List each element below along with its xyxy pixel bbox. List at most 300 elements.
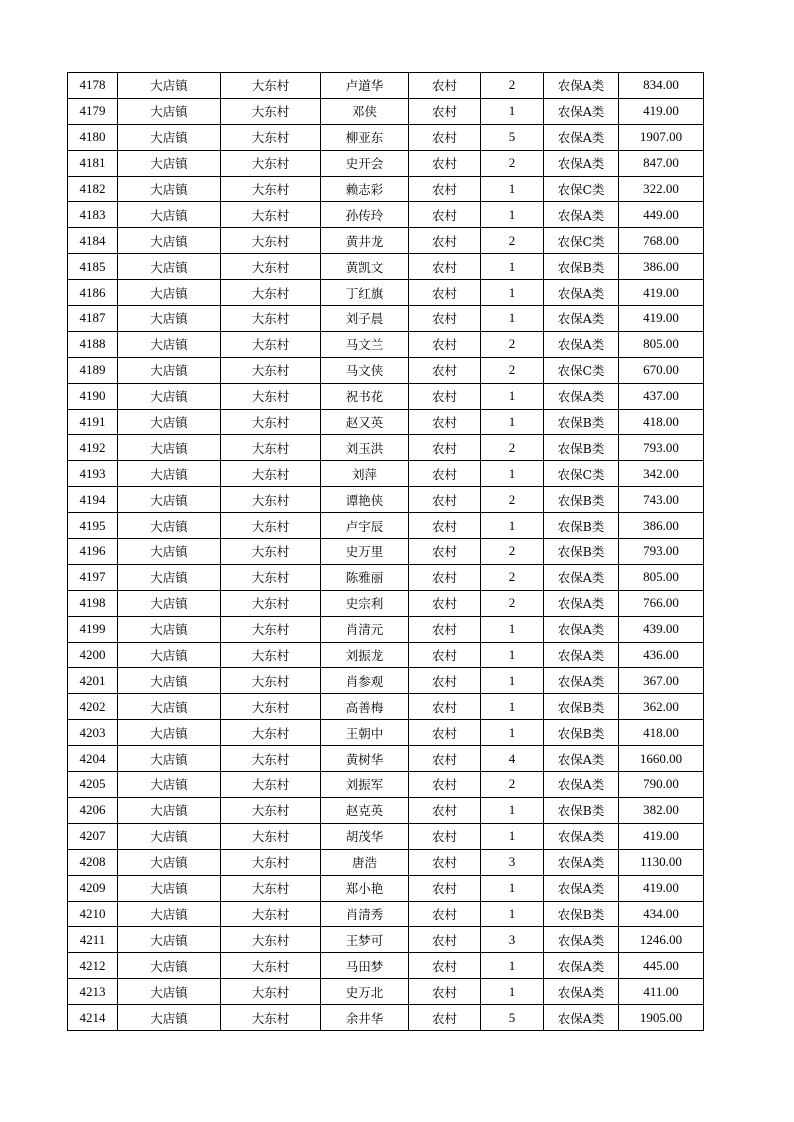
name-cell: 刘振军 <box>321 772 409 798</box>
people-count-cell: 2 <box>481 150 544 176</box>
name-cell: 肖清秀 <box>321 901 409 927</box>
village-cell: 大东村 <box>221 539 321 565</box>
name-cell: 胡茂华 <box>321 823 409 849</box>
amount-cell: 419.00 <box>619 875 704 901</box>
name-cell: 卢宇辰 <box>321 513 409 539</box>
amount-cell: 1660.00 <box>619 746 704 772</box>
insurance-category-cell: 农保A类 <box>544 927 619 953</box>
table-row <box>68 875 704 901</box>
insurance-category-cell: 农保B类 <box>544 513 619 539</box>
amount-cell: 805.00 <box>619 331 704 357</box>
insurance-category-cell: 农保A类 <box>544 1005 619 1031</box>
amount-cell: 445.00 <box>619 953 704 979</box>
table-row <box>68 461 704 487</box>
insurance-category-cell: 农保A类 <box>544 564 619 590</box>
household-type-cell: 农村 <box>409 1005 481 1031</box>
household-type-cell: 农村 <box>409 875 481 901</box>
town-cell: 大店镇 <box>118 746 221 772</box>
row-number-cell: 4207 <box>68 823 118 849</box>
people-count-cell: 1 <box>481 720 544 746</box>
name-cell: 孙传玲 <box>321 202 409 228</box>
name-cell: 黄井龙 <box>321 228 409 254</box>
name-cell: 赵克英 <box>321 797 409 823</box>
row-number-cell: 4181 <box>68 150 118 176</box>
insurance-category-cell: 农保B类 <box>544 720 619 746</box>
name-cell: 郑小艳 <box>321 875 409 901</box>
row-number-cell: 4195 <box>68 513 118 539</box>
table-row <box>68 383 704 409</box>
insurance-category-cell: 农保A类 <box>544 746 619 772</box>
insurance-category-cell: 农保B类 <box>544 409 619 435</box>
household-type-cell: 农村 <box>409 668 481 694</box>
table-row <box>68 150 704 176</box>
table-row <box>68 73 704 99</box>
row-number-cell: 4206 <box>68 797 118 823</box>
people-count-cell: 1 <box>481 461 544 487</box>
village-cell: 大东村 <box>221 150 321 176</box>
people-count-cell: 1 <box>481 875 544 901</box>
household-type-cell: 农村 <box>409 176 481 202</box>
row-number-cell: 4202 <box>68 694 118 720</box>
table-row <box>68 357 704 383</box>
insurance-category-cell: 农保A类 <box>544 331 619 357</box>
table-row <box>68 720 704 746</box>
table-row <box>68 202 704 228</box>
insurance-category-cell: 农保A类 <box>544 590 619 616</box>
village-cell: 大东村 <box>221 849 321 875</box>
village-cell: 大东村 <box>221 202 321 228</box>
people-count-cell: 2 <box>481 590 544 616</box>
household-type-cell: 农村 <box>409 280 481 306</box>
insurance-category-cell: 农保B类 <box>544 539 619 565</box>
household-type-cell: 农村 <box>409 306 481 332</box>
row-number-cell: 4209 <box>68 875 118 901</box>
household-type-cell: 农村 <box>409 202 481 228</box>
name-cell: 马文侠 <box>321 357 409 383</box>
insurance-category-cell: 农保A类 <box>544 383 619 409</box>
people-count-cell: 5 <box>481 124 544 150</box>
amount-cell: 386.00 <box>619 513 704 539</box>
name-cell: 刘萍 <box>321 461 409 487</box>
people-count-cell: 1 <box>481 280 544 306</box>
row-number-cell: 4178 <box>68 73 118 99</box>
insurance-category-cell: 农保A类 <box>544 98 619 124</box>
household-type-cell: 农村 <box>409 383 481 409</box>
people-count-cell: 2 <box>481 228 544 254</box>
name-cell: 黄凯文 <box>321 254 409 280</box>
amount-cell: 805.00 <box>619 564 704 590</box>
row-number-cell: 4200 <box>68 642 118 668</box>
name-cell: 马田梦 <box>321 953 409 979</box>
village-cell: 大东村 <box>221 720 321 746</box>
village-cell: 大东村 <box>221 513 321 539</box>
insurance-category-cell: 农保C类 <box>544 461 619 487</box>
insurance-category-cell: 农保B类 <box>544 694 619 720</box>
household-type-cell: 农村 <box>409 409 481 435</box>
insurance-category-cell: 农保A类 <box>544 73 619 99</box>
village-cell: 大东村 <box>221 616 321 642</box>
amount-cell: 1907.00 <box>619 124 704 150</box>
household-type-cell: 农村 <box>409 98 481 124</box>
household-type-cell: 农村 <box>409 849 481 875</box>
table-row <box>68 306 704 332</box>
name-cell: 邓侠 <box>321 98 409 124</box>
village-cell: 大东村 <box>221 435 321 461</box>
name-cell: 卢道华 <box>321 73 409 99</box>
insurance-category-cell: 农保C类 <box>544 357 619 383</box>
town-cell: 大店镇 <box>118 1005 221 1031</box>
insurance-category-cell: 农保A类 <box>544 616 619 642</box>
row-number-cell: 4212 <box>68 953 118 979</box>
town-cell: 大店镇 <box>118 979 221 1005</box>
name-cell: 马文兰 <box>321 331 409 357</box>
table-row <box>68 539 704 565</box>
village-cell: 大东村 <box>221 694 321 720</box>
name-cell: 刘振龙 <box>321 642 409 668</box>
people-count-cell: 2 <box>481 435 544 461</box>
table-row <box>68 513 704 539</box>
people-count-cell: 1 <box>481 98 544 124</box>
insurance-category-cell: 农保A类 <box>544 979 619 1005</box>
amount-cell: 439.00 <box>619 616 704 642</box>
amount-cell: 1246.00 <box>619 927 704 953</box>
town-cell: 大店镇 <box>118 98 221 124</box>
household-type-cell: 农村 <box>409 513 481 539</box>
town-cell: 大店镇 <box>118 539 221 565</box>
row-number-cell: 4197 <box>68 564 118 590</box>
amount-cell: 418.00 <box>619 720 704 746</box>
amount-cell: 362.00 <box>619 694 704 720</box>
row-number-cell: 4186 <box>68 280 118 306</box>
village-cell: 大东村 <box>221 409 321 435</box>
town-cell: 大店镇 <box>118 668 221 694</box>
village-cell: 大东村 <box>221 823 321 849</box>
people-count-cell: 1 <box>481 383 544 409</box>
amount-cell: 436.00 <box>619 642 704 668</box>
table-row <box>68 642 704 668</box>
roster-table <box>67 72 704 1031</box>
town-cell: 大店镇 <box>118 513 221 539</box>
table-row <box>68 616 704 642</box>
people-count-cell: 1 <box>481 797 544 823</box>
insurance-category-cell: 农保A类 <box>544 953 619 979</box>
people-count-cell: 1 <box>481 823 544 849</box>
amount-cell: 419.00 <box>619 280 704 306</box>
table-row <box>68 668 704 694</box>
table-row <box>68 124 704 150</box>
people-count-cell: 4 <box>481 746 544 772</box>
insurance-category-cell: 农保A类 <box>544 642 619 668</box>
row-number-cell: 4193 <box>68 461 118 487</box>
insurance-category-cell: 农保B类 <box>544 254 619 280</box>
table-row <box>68 1005 704 1031</box>
table-row <box>68 564 704 590</box>
town-cell: 大店镇 <box>118 487 221 513</box>
town-cell: 大店镇 <box>118 694 221 720</box>
amount-cell: 411.00 <box>619 979 704 1005</box>
town-cell: 大店镇 <box>118 590 221 616</box>
amount-cell: 793.00 <box>619 435 704 461</box>
people-count-cell: 1 <box>481 953 544 979</box>
village-cell: 大东村 <box>221 383 321 409</box>
people-count-cell: 2 <box>481 539 544 565</box>
town-cell: 大店镇 <box>118 383 221 409</box>
people-count-cell: 3 <box>481 927 544 953</box>
amount-cell: 793.00 <box>619 539 704 565</box>
household-type-cell: 农村 <box>409 228 481 254</box>
name-cell: 刘玉洪 <box>321 435 409 461</box>
village-cell: 大东村 <box>221 564 321 590</box>
people-count-cell: 1 <box>481 979 544 1005</box>
town-cell: 大店镇 <box>118 823 221 849</box>
row-number-cell: 4203 <box>68 720 118 746</box>
row-number-cell: 4204 <box>68 746 118 772</box>
name-cell: 丁红旗 <box>321 280 409 306</box>
row-number-cell: 4191 <box>68 409 118 435</box>
insurance-category-cell: 农保B类 <box>544 487 619 513</box>
town-cell: 大店镇 <box>118 875 221 901</box>
town-cell: 大店镇 <box>118 953 221 979</box>
row-number-cell: 4205 <box>68 772 118 798</box>
name-cell: 祝书花 <box>321 383 409 409</box>
amount-cell: 743.00 <box>619 487 704 513</box>
household-type-cell: 农村 <box>409 487 481 513</box>
people-count-cell: 2 <box>481 487 544 513</box>
town-cell: 大店镇 <box>118 150 221 176</box>
town-cell: 大店镇 <box>118 720 221 746</box>
town-cell: 大店镇 <box>118 280 221 306</box>
household-type-cell: 农村 <box>409 927 481 953</box>
people-count-cell: 1 <box>481 254 544 280</box>
name-cell: 黄树华 <box>321 746 409 772</box>
town-cell: 大店镇 <box>118 306 221 332</box>
amount-cell: 386.00 <box>619 254 704 280</box>
insurance-category-cell: 农保C类 <box>544 228 619 254</box>
row-number-cell: 4187 <box>68 306 118 332</box>
people-count-cell: 1 <box>481 202 544 228</box>
name-cell: 赖志彩 <box>321 176 409 202</box>
name-cell: 余井华 <box>321 1005 409 1031</box>
insurance-category-cell: 农保A类 <box>544 849 619 875</box>
row-number-cell: 4179 <box>68 98 118 124</box>
amount-cell: 847.00 <box>619 150 704 176</box>
town-cell: 大店镇 <box>118 616 221 642</box>
row-number-cell: 4190 <box>68 383 118 409</box>
name-cell: 赵又英 <box>321 409 409 435</box>
village-cell: 大东村 <box>221 331 321 357</box>
people-count-cell: 1 <box>481 306 544 332</box>
roster-body <box>68 73 704 1031</box>
amount-cell: 382.00 <box>619 797 704 823</box>
row-number-cell: 4180 <box>68 124 118 150</box>
row-number-cell: 4201 <box>68 668 118 694</box>
household-type-cell: 农村 <box>409 124 481 150</box>
row-number-cell: 4214 <box>68 1005 118 1031</box>
insurance-category-cell: 农保B类 <box>544 435 619 461</box>
town-cell: 大店镇 <box>118 435 221 461</box>
table-row <box>68 694 704 720</box>
household-type-cell: 农村 <box>409 461 481 487</box>
name-cell: 刘子晨 <box>321 306 409 332</box>
amount-cell: 419.00 <box>619 823 704 849</box>
village-cell: 大东村 <box>221 306 321 332</box>
row-number-cell: 4199 <box>68 616 118 642</box>
people-count-cell: 1 <box>481 616 544 642</box>
town-cell: 大店镇 <box>118 642 221 668</box>
table-row <box>68 331 704 357</box>
village-cell: 大东村 <box>221 668 321 694</box>
household-type-cell: 农村 <box>409 254 481 280</box>
insurance-category-cell: 农保A类 <box>544 202 619 228</box>
table-row <box>68 228 704 254</box>
household-type-cell: 农村 <box>409 616 481 642</box>
name-cell: 肖参观 <box>321 668 409 694</box>
name-cell: 高善梅 <box>321 694 409 720</box>
household-type-cell: 农村 <box>409 901 481 927</box>
table-row <box>68 849 704 875</box>
people-count-cell: 3 <box>481 849 544 875</box>
town-cell: 大店镇 <box>118 564 221 590</box>
village-cell: 大东村 <box>221 357 321 383</box>
amount-cell: 834.00 <box>619 73 704 99</box>
town-cell: 大店镇 <box>118 124 221 150</box>
village-cell: 大东村 <box>221 487 321 513</box>
town-cell: 大店镇 <box>118 228 221 254</box>
row-number-cell: 4189 <box>68 357 118 383</box>
people-count-cell: 1 <box>481 176 544 202</box>
amount-cell: 790.00 <box>619 772 704 798</box>
table-row <box>68 823 704 849</box>
village-cell: 大东村 <box>221 461 321 487</box>
table-row <box>68 979 704 1005</box>
table-row <box>68 435 704 461</box>
name-cell: 谭艳侠 <box>321 487 409 513</box>
name-cell: 王朝中 <box>321 720 409 746</box>
household-type-cell: 农村 <box>409 772 481 798</box>
amount-cell: 437.00 <box>619 383 704 409</box>
people-count-cell: 2 <box>481 564 544 590</box>
amount-cell: 322.00 <box>619 176 704 202</box>
household-type-cell: 农村 <box>409 539 481 565</box>
amount-cell: 434.00 <box>619 901 704 927</box>
row-number-cell: 4185 <box>68 254 118 280</box>
people-count-cell: 2 <box>481 331 544 357</box>
household-type-cell: 农村 <box>409 720 481 746</box>
village-cell: 大东村 <box>221 953 321 979</box>
table-row <box>68 927 704 953</box>
table-row <box>68 254 704 280</box>
town-cell: 大店镇 <box>118 901 221 927</box>
people-count-cell: 1 <box>481 694 544 720</box>
household-type-cell: 农村 <box>409 357 481 383</box>
village-cell: 大东村 <box>221 979 321 1005</box>
people-count-cell: 5 <box>481 1005 544 1031</box>
row-number-cell: 4188 <box>68 331 118 357</box>
amount-cell: 1905.00 <box>619 1005 704 1031</box>
amount-cell: 1130.00 <box>619 849 704 875</box>
name-cell: 王梦可 <box>321 927 409 953</box>
table-row <box>68 176 704 202</box>
amount-cell: 449.00 <box>619 202 704 228</box>
name-cell: 陈雅丽 <box>321 564 409 590</box>
row-number-cell: 4192 <box>68 435 118 461</box>
people-count-cell: 2 <box>481 73 544 99</box>
amount-cell: 367.00 <box>619 668 704 694</box>
name-cell: 史万北 <box>321 979 409 1005</box>
household-type-cell: 农村 <box>409 953 481 979</box>
town-cell: 大店镇 <box>118 772 221 798</box>
town-cell: 大店镇 <box>118 461 221 487</box>
town-cell: 大店镇 <box>118 176 221 202</box>
household-type-cell: 农村 <box>409 823 481 849</box>
town-cell: 大店镇 <box>118 409 221 435</box>
row-number-cell: 4196 <box>68 539 118 565</box>
insurance-category-cell: 农保A类 <box>544 150 619 176</box>
village-cell: 大东村 <box>221 772 321 798</box>
village-cell: 大东村 <box>221 98 321 124</box>
row-number-cell: 4210 <box>68 901 118 927</box>
amount-cell: 419.00 <box>619 306 704 332</box>
amount-cell: 768.00 <box>619 228 704 254</box>
table-row <box>68 590 704 616</box>
household-type-cell: 农村 <box>409 331 481 357</box>
table-row <box>68 409 704 435</box>
household-type-cell: 农村 <box>409 564 481 590</box>
table-row <box>68 901 704 927</box>
village-cell: 大东村 <box>221 875 321 901</box>
household-type-cell: 农村 <box>409 590 481 616</box>
town-cell: 大店镇 <box>118 254 221 280</box>
people-count-cell: 1 <box>481 513 544 539</box>
household-type-cell: 农村 <box>409 73 481 99</box>
people-count-cell: 2 <box>481 772 544 798</box>
village-cell: 大东村 <box>221 642 321 668</box>
village-cell: 大东村 <box>221 746 321 772</box>
village-cell: 大东村 <box>221 254 321 280</box>
insurance-category-cell: 农保A类 <box>544 280 619 306</box>
insurance-category-cell: 农保A类 <box>544 772 619 798</box>
table-row <box>68 797 704 823</box>
village-cell: 大东村 <box>221 124 321 150</box>
table-row <box>68 746 704 772</box>
people-count-cell: 1 <box>481 668 544 694</box>
town-cell: 大店镇 <box>118 849 221 875</box>
table-row <box>68 98 704 124</box>
people-count-cell: 1 <box>481 901 544 927</box>
table-row <box>68 280 704 306</box>
amount-cell: 766.00 <box>619 590 704 616</box>
table-row <box>68 487 704 513</box>
village-cell: 大东村 <box>221 73 321 99</box>
insurance-category-cell: 农保C类 <box>544 176 619 202</box>
village-cell: 大东村 <box>221 1005 321 1031</box>
insurance-category-cell: 农保A类 <box>544 875 619 901</box>
name-cell: 史开会 <box>321 150 409 176</box>
village-cell: 大东村 <box>221 280 321 306</box>
household-type-cell: 农村 <box>409 797 481 823</box>
household-type-cell: 农村 <box>409 150 481 176</box>
people-count-cell: 1 <box>481 409 544 435</box>
village-cell: 大东村 <box>221 228 321 254</box>
town-cell: 大店镇 <box>118 73 221 99</box>
name-cell: 唐浩 <box>321 849 409 875</box>
row-number-cell: 4182 <box>68 176 118 202</box>
village-cell: 大东村 <box>221 927 321 953</box>
insurance-category-cell: 农保A类 <box>544 124 619 150</box>
household-type-cell: 农村 <box>409 435 481 461</box>
village-cell: 大东村 <box>221 176 321 202</box>
town-cell: 大店镇 <box>118 331 221 357</box>
